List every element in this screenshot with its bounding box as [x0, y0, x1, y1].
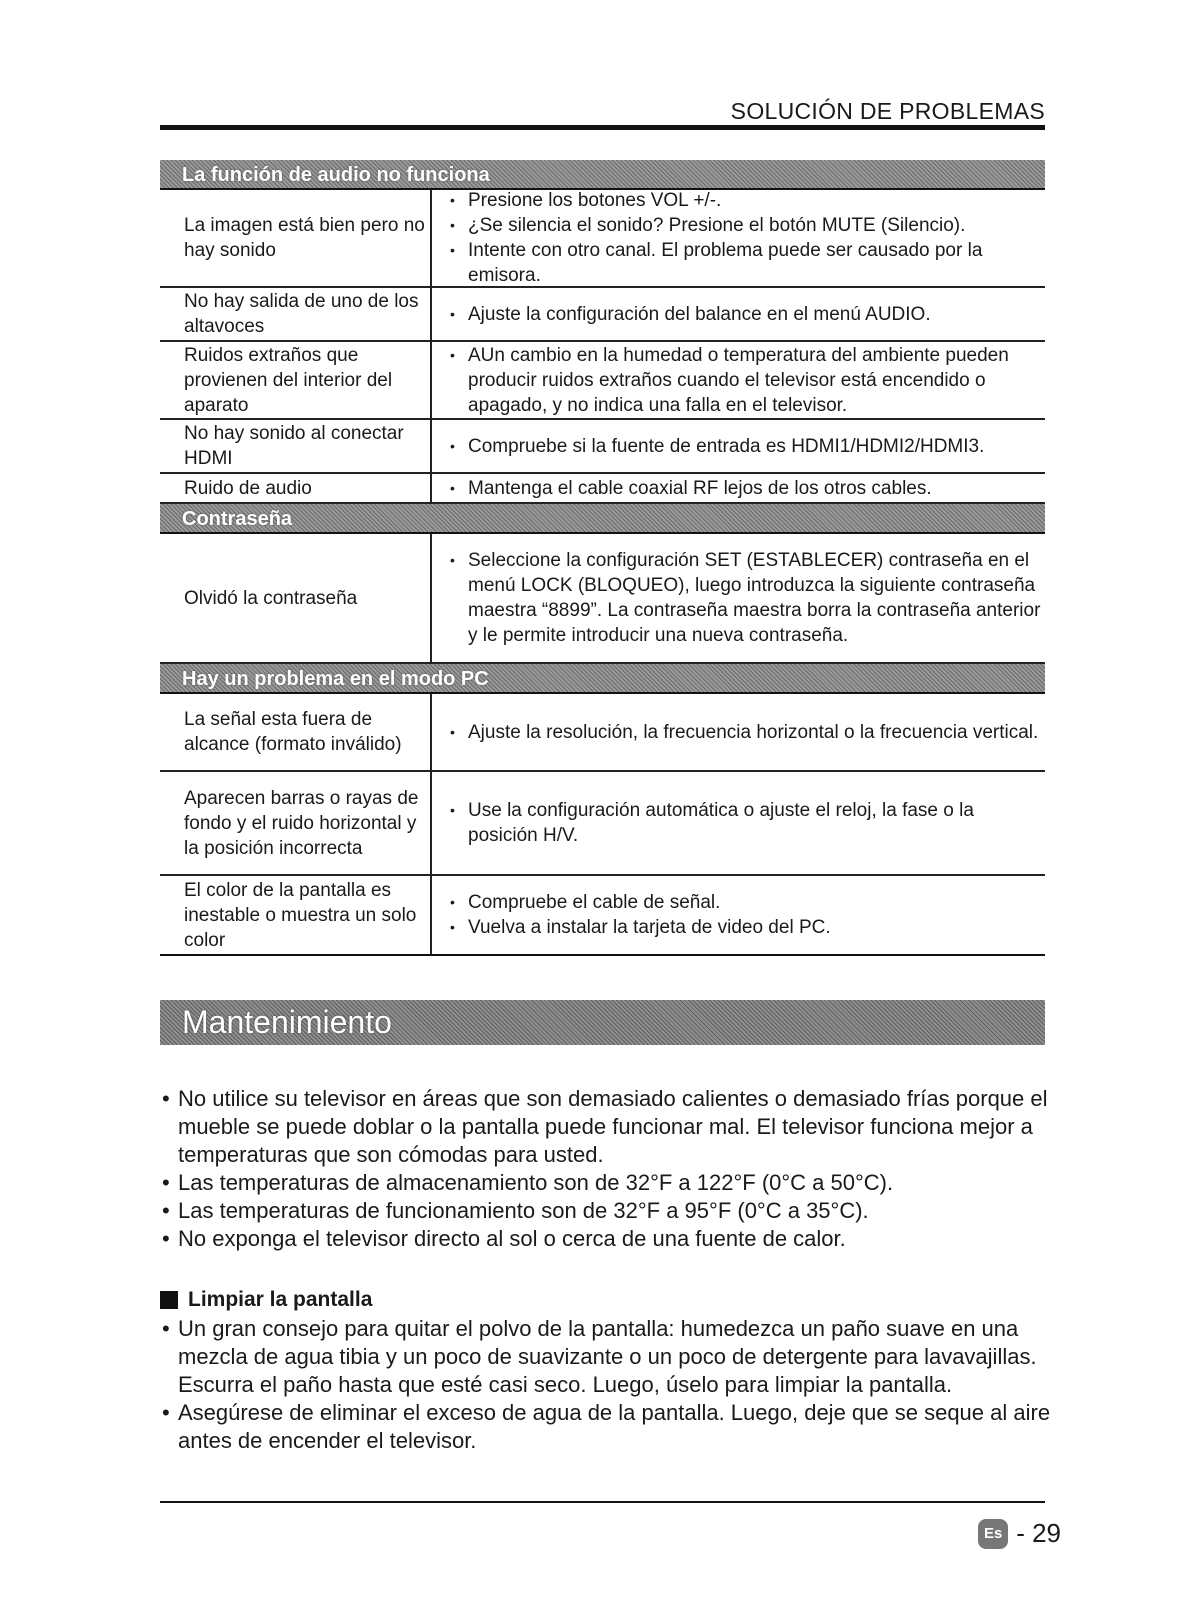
solution-item: • Ajuste la resolución, la frecuencia horizontal o la frecuencia vertical. — [450, 720, 1041, 745]
solution-list — [432, 474, 1045, 502]
problem-cell: Olvidó la contraseña — [160, 534, 432, 662]
solution-item: • Seleccione la configuración SET (ESTABLECER) contraseña en el menú LOCK (BLOQUEO), luego introduzca la siguiente contraseña maestra “8899”. La contraseña maestra borra la contraseña anterior y le permite introducir una nueva contraseña. — [450, 548, 1041, 648]
problem-cell: La señal esta fuera de alcance (formato inválido) — [160, 694, 432, 770]
problem-cell: Ruido de audio — [160, 474, 432, 502]
subsection-heading — [160, 1288, 372, 1312]
problem-cell: No hay sonido al conectar HDMI — [160, 420, 432, 472]
page-header — [160, 96, 1045, 130]
cleaning-list — [160, 1315, 1055, 1455]
section-header-pc-mode: Hay un problema en el modo PC — [160, 664, 1045, 694]
problem-cell: El color de la pantalla es inestable o muestra un solo color — [160, 876, 432, 954]
list-item: • No exponga el televisor directo al sol o cerca de una fuente de calor. — [160, 1225, 1055, 1253]
table-row — [160, 342, 1045, 420]
list-item: • Las temperaturas de funcionamiento son de 32°F a 95°F (0°C a 35°C). — [160, 1197, 1055, 1225]
solution-item: • Ajuste la configuración del balance en el menú AUDIO. — [450, 302, 1041, 327]
solution-item: • Compruebe si la fuente de entrada es HDMI1/HDMI2/HDMI3. — [450, 434, 1041, 459]
page-number: - 29 — [1016, 1518, 1061, 1548]
section-header-password: Contraseña — [160, 504, 1045, 534]
list-item: • Asegúrese de eliminar el exceso de agua de la pantalla. Luego, deje que se seque al aire antes de encender el televisor. — [160, 1399, 1055, 1455]
footer-rule — [160, 1501, 1045, 1503]
solution-item: • AUn cambio en la humedad o temperatura del ambiente pueden producir ruidos extraños cuando el televisor está encendido o apagado, y no indica una falla en el televisor. — [450, 343, 1041, 418]
section-header-audio: La función de audio no funciona — [160, 160, 1045, 190]
table-row — [160, 474, 1045, 504]
list-item: • No utilice su televisor en áreas que son demasiado calientes o demasiado frías porque el mueble se puede doblar o la pantalla puede funcionar mal. El televisor funciona mejor a temperaturas que son cómodas para usted. — [160, 1085, 1055, 1169]
solution-item: • Mantenga el cable coaxial RF lejos de los otros cables. — [450, 476, 1041, 501]
problem-cell: Ruidos extraños que provienen del interior del aparato — [160, 342, 432, 418]
table-row — [160, 190, 1045, 288]
solution-item: • Vuelva a instalar la tarjeta de video del PC. — [450, 915, 1041, 940]
section-title: SOLUCIÓN DE PROBLEMAS — [730, 98, 1045, 124]
solution-list — [432, 694, 1045, 770]
solution-list — [432, 876, 1045, 954]
square-bullet-icon — [160, 1291, 178, 1309]
table-row — [160, 876, 1045, 956]
page-footer — [978, 1518, 1061, 1549]
maintenance-banner: Mantenimiento — [160, 1000, 1045, 1045]
header-rule — [160, 125, 1045, 130]
language-badge-icon: Es — [978, 1519, 1008, 1549]
solution-list — [432, 534, 1045, 662]
problem-cell: La imagen está bien pero no hay sonido — [160, 190, 432, 286]
table-row — [160, 694, 1045, 772]
solution-list — [432, 772, 1045, 874]
list-item: • Un gran consejo para quitar el polvo de la pantalla: humedezca un paño suave en una mezcla de agua tibia y un poco de suavizante o un poco de detergente para lavavajillas. Escurra el paño hasta que esté casi seco. Luego, úselo para limpiar la pantalla. — [160, 1315, 1055, 1399]
solution-item: • Intente con otro canal. El problema puede ser causado por la emisora. — [450, 238, 1041, 288]
subsection-title: Limpiar la pantalla — [188, 1288, 373, 1311]
list-item: • Las temperaturas de almacenamiento son de 32°F a 122°F (0°C a 50°C). — [160, 1169, 1055, 1197]
maintenance-list — [160, 1085, 1055, 1253]
problem-cell: No hay salida de uno de los altavoces — [160, 288, 432, 340]
solution-item: • Presione los botones VOL +/-. — [450, 188, 1041, 213]
solution-item: • Compruebe el cable de señal. — [450, 890, 1041, 915]
solution-list — [432, 342, 1045, 418]
solution-list — [432, 288, 1045, 340]
troubleshooting-table — [160, 160, 1045, 956]
table-row — [160, 420, 1045, 474]
table-row — [160, 288, 1045, 342]
solution-list — [432, 420, 1045, 472]
table-row — [160, 534, 1045, 664]
problem-cell: Aparecen barras o rayas de fondo y el ruido horizontal y la posición incorrecta — [160, 772, 432, 874]
solution-list — [432, 190, 1045, 286]
table-row — [160, 772, 1045, 876]
solution-item: • Use la configuración automática o ajuste el reloj, la fase o la posición H/V. — [450, 798, 1041, 848]
solution-item: • ¿Se silencia el sonido? Presione el botón MUTE (Silencio). — [450, 213, 1041, 238]
